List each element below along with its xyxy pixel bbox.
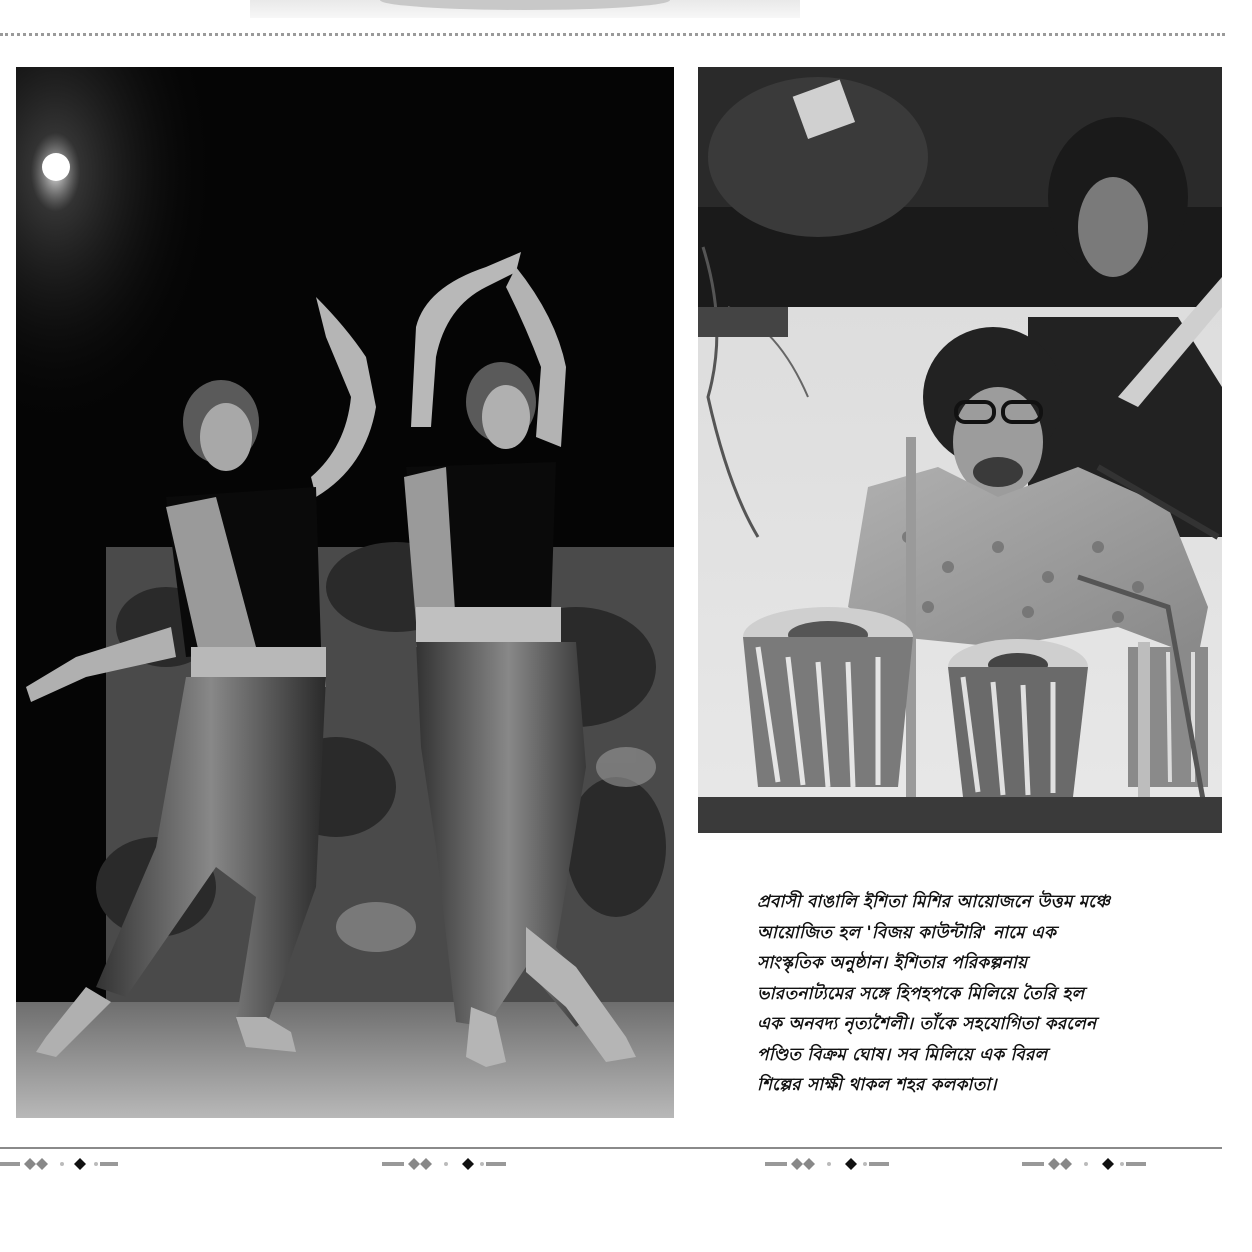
- diamond-ornament-icon: [0, 1155, 120, 1173]
- tabla-player-photo: [698, 67, 1222, 833]
- caption-line: সাংস্কৃতিক অনুষ্ঠান। ইশিতার পরিকল্পনায়: [757, 953, 1028, 973]
- diamond-ornament-icon: [765, 1155, 885, 1173]
- caption-line: আয়োজিত হল 'বিজয় কাউন্টারি' নামে এক: [757, 922, 1057, 943]
- caption-line: শিল্পের সাক্ষী থাকল শহর কলকাতা।: [757, 1075, 997, 1095]
- bottom-divider: [0, 1147, 1222, 1149]
- caption-line: ভারতনাট্যমের সঙ্গে হিপহপকে মিলিয়ে তৈরি হল: [757, 983, 1085, 1004]
- dancers-photo: [16, 67, 674, 1118]
- caption-line: এক অনবদ্য নৃত্যশৈলী। তাঁকে সহযোগিতা করলেন: [757, 1014, 1097, 1034]
- caption-line: পণ্ডিত বিক্রম ঘোষ। সব মিলিয়ে এক বিরল: [757, 1044, 1048, 1065]
- caption-line: প্রবাসী বাঙালি ইশিতা মিশির আয়োজনে উত্তম মঞ্চে: [757, 892, 1111, 912]
- top-image-strip: [250, 0, 800, 18]
- photo-caption: [757, 887, 1197, 1101]
- diamond-ornament-icon: [1022, 1155, 1142, 1173]
- dotted-divider: [0, 33, 1225, 36]
- diamond-ornament-icon: [382, 1155, 502, 1173]
